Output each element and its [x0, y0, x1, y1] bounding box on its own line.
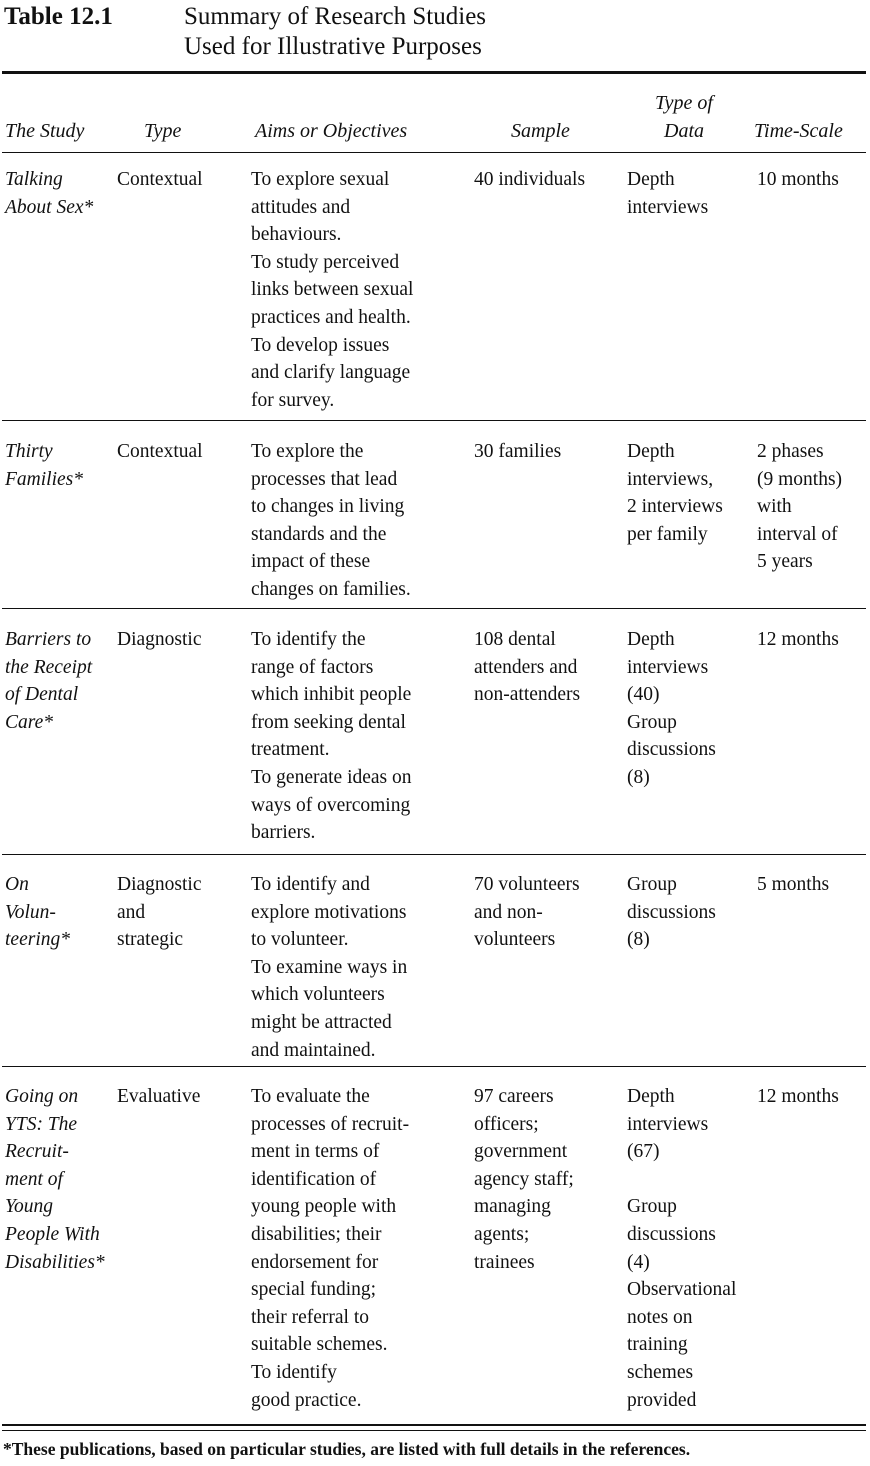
cell-line: non-attenders [474, 684, 581, 706]
cell-line: explore motivations [251, 901, 407, 923]
cell-line: processes that lead [251, 468, 398, 490]
table-title-line-2: Used for Illustrative Purposes [184, 33, 482, 60]
cell-data [627, 166, 708, 221]
cell-line: To identify [251, 1361, 337, 1383]
cell-line: To develop issues [251, 334, 390, 356]
cell-type [117, 626, 201, 654]
cell-line: behaviours. [251, 224, 342, 246]
cell-timescale [757, 1083, 839, 1111]
cell-study [5, 166, 93, 221]
cell-line: ways of overcoming [251, 794, 411, 816]
cell-study [5, 871, 70, 954]
cell-line: treatment. [251, 739, 330, 761]
cell-line: suitable schemes. [251, 1334, 388, 1356]
cell-line: government [474, 1141, 568, 1163]
cell-timescale [757, 871, 829, 899]
cell-line: 30 families [474, 441, 562, 462]
header-sample: Sample [511, 120, 570, 142]
cell-line: strategic [117, 929, 184, 951]
header-data-line-1: Type of [655, 92, 713, 114]
cell-line: volunteers [474, 929, 556, 951]
cell-line: 2 phases [757, 441, 824, 462]
cell-line: standards and the [251, 523, 387, 545]
cell-line: notes on [627, 1306, 693, 1328]
cell-line: Contextual [117, 441, 203, 462]
cell-line: for survey. [251, 389, 335, 411]
cell-line: special funding; [251, 1279, 377, 1301]
cell-line: (9 months) [757, 468, 843, 490]
cell-line: attitudes and [251, 196, 351, 218]
cell-line: To explore sexual [251, 169, 390, 190]
cell-line: Thirty [5, 441, 53, 462]
cell-line: Observational [627, 1279, 737, 1301]
header-data-line-2: Data [664, 120, 704, 142]
cell-line: To generate ideas on [251, 766, 412, 788]
cell-line: Diagnostic [117, 874, 202, 895]
cell-line: Evaluative [117, 1086, 201, 1107]
cell-data [627, 626, 716, 792]
cell-line: 5 months [757, 874, 830, 895]
cell-study [5, 626, 92, 736]
row-divider [2, 608, 866, 609]
cell-sample [474, 871, 580, 954]
cell-line: teering* [5, 929, 70, 951]
table-title [184, 2, 486, 62]
cell-timescale [757, 166, 839, 194]
table-title-line-1: Summary of Research Studies [184, 3, 487, 30]
cell-line: interviews [627, 1113, 709, 1135]
cell-line: Depth [627, 1086, 675, 1107]
cell-line: ment of [5, 1168, 63, 1190]
cell-aims [251, 871, 407, 1064]
cell-line: interviews [627, 196, 709, 218]
cell-line: agency staff; [474, 1168, 574, 1190]
cell-line: (40) [627, 684, 660, 706]
cell-line: Group [627, 874, 677, 895]
header-aims: Aims or Objectives [255, 120, 408, 142]
cell-line: officers; [474, 1113, 539, 1135]
cell-line: to volunteer. [251, 929, 349, 951]
cell-line: (8) [627, 766, 650, 788]
cell-line: Recruit- [5, 1141, 69, 1163]
row-divider [2, 1066, 866, 1067]
cell-line: interviews, [627, 468, 714, 490]
cell-line: 12 months [757, 629, 839, 650]
cell-line: (4) [627, 1251, 650, 1273]
cell-line: Depth [627, 629, 675, 650]
cell-line: Depth [627, 441, 675, 462]
cell-line: schemes [627, 1361, 694, 1383]
cell-aims [251, 438, 411, 604]
cell-line: (8) [627, 929, 650, 951]
cell-line: To evaluate the [251, 1086, 370, 1107]
cell-study [5, 1083, 105, 1276]
cell-line: On [5, 874, 29, 895]
cell-line: their referral to [251, 1306, 370, 1328]
cell-data [627, 438, 723, 548]
bottom-rule-thin [2, 1430, 866, 1431]
cell-line: About Sex* [5, 196, 94, 218]
cell-line: from seeking dental [251, 711, 406, 733]
cell-line: processes of recruit- [251, 1113, 410, 1135]
cell-line: trainees [474, 1251, 535, 1273]
cell-aims [251, 166, 413, 414]
cell-data [627, 871, 716, 954]
cell-line: ment in terms of [251, 1141, 380, 1163]
cell-data [627, 1083, 736, 1414]
cell-line: discussions [627, 901, 716, 923]
cell-line: of Dental [5, 684, 79, 706]
cell-line: disabilities; their [251, 1223, 382, 1245]
cell-line: and clarify language [251, 362, 411, 384]
cell-line: and [117, 901, 146, 923]
cell-line: 40 individuals [474, 169, 586, 190]
cell-line: might be attracted [251, 1011, 392, 1033]
cell-line: Contextual [117, 169, 203, 190]
cell-line: 108 dental [474, 629, 556, 650]
cell-line: To study perceived [251, 251, 400, 273]
cell-line: per family [627, 523, 708, 545]
cell-type [117, 1083, 200, 1111]
cell-line: interval of [757, 523, 838, 545]
cell-line: 2 interviews [627, 496, 723, 518]
cell-line: good practice. [251, 1389, 362, 1411]
cell-line: to changes in living [251, 496, 405, 518]
cell-line: and maintained. [251, 1039, 376, 1061]
cell-line: 12 months [757, 1086, 839, 1107]
top-rule [2, 71, 866, 74]
cell-line: Barriers to [5, 629, 92, 650]
header-type: Type [144, 120, 182, 142]
cell-line: impact of these [251, 551, 371, 573]
cell-line: interviews [627, 656, 709, 678]
cell-line: People With [5, 1223, 100, 1245]
cell-line: 70 volunteers [474, 874, 580, 895]
table-footnote: *These publications, based on particular studies, are listed with full details in the references. [3, 1439, 691, 1459]
cell-line: Young [5, 1196, 54, 1218]
cell-study [5, 438, 83, 493]
cell-line: Families* [5, 468, 83, 490]
cell-line: identification of [251, 1168, 377, 1190]
cell-line: agents; [474, 1223, 530, 1245]
cell-line: To explore the [251, 441, 364, 462]
row-divider [2, 420, 866, 421]
header-study: The Study [5, 120, 85, 142]
cell-line: Group [627, 1196, 677, 1218]
cell-line: provided [627, 1389, 697, 1411]
header-rule [2, 152, 866, 153]
cell-line: with [757, 496, 792, 518]
cell-line: attenders and [474, 656, 578, 678]
cell-line: Diagnostic [117, 629, 202, 650]
cell-type [117, 871, 201, 954]
cell-line: To identify the [251, 629, 366, 650]
cell-type [117, 166, 203, 194]
cell-line: range of factors [251, 656, 374, 678]
cell-line: links between sexual [251, 279, 414, 301]
header-data [626, 89, 742, 145]
cell-line: young people with [251, 1196, 397, 1218]
cell-type [117, 438, 203, 466]
cell-line: endorsement for [251, 1251, 379, 1273]
cell-timescale [757, 626, 839, 654]
cell-line: which inhibit people [251, 684, 412, 706]
cell-line: changes on families. [251, 578, 411, 600]
cell-sample [474, 166, 585, 194]
cell-line: managing [474, 1196, 551, 1218]
cell-sample [474, 438, 561, 466]
cell-line: practices and health. [251, 306, 411, 328]
cell-line: 97 careers [474, 1086, 554, 1107]
cell-line: To examine ways in [251, 956, 408, 978]
cell-timescale [757, 438, 842, 576]
cell-line: To identify and [251, 874, 370, 895]
cell-line: Disabilities* [5, 1251, 105, 1273]
cell-line: barriers. [251, 822, 316, 844]
cell-line [627, 1166, 736, 1194]
cell-line: and non- [474, 901, 543, 923]
cell-line: discussions [627, 1223, 716, 1245]
cell-line: discussions [627, 739, 716, 761]
bottom-rule-thick [2, 1424, 866, 1426]
header-timescale: Time-Scale [754, 120, 843, 142]
cell-line: Depth [627, 169, 675, 190]
cell-line: which volunteers [251, 984, 385, 1006]
cell-line: Going on [5, 1086, 79, 1107]
cell-line: 5 years [757, 551, 813, 573]
cell-line: (67) [627, 1141, 660, 1163]
row-divider [2, 854, 866, 855]
table-number: Table 12.1 [4, 3, 113, 30]
cell-line: YTS: The [5, 1113, 78, 1135]
cell-line: 10 months [757, 169, 839, 190]
cell-line: Talking [5, 169, 63, 190]
cell-aims [251, 1083, 409, 1414]
cell-line: Volun- [5, 901, 56, 923]
cell-sample [474, 626, 580, 709]
cell-sample [474, 1083, 574, 1276]
cell-line: Group [627, 711, 677, 733]
cell-line: training [627, 1334, 688, 1356]
cell-line: Care* [5, 711, 54, 733]
cell-aims [251, 626, 412, 847]
cell-line: the Receipt [5, 656, 93, 678]
